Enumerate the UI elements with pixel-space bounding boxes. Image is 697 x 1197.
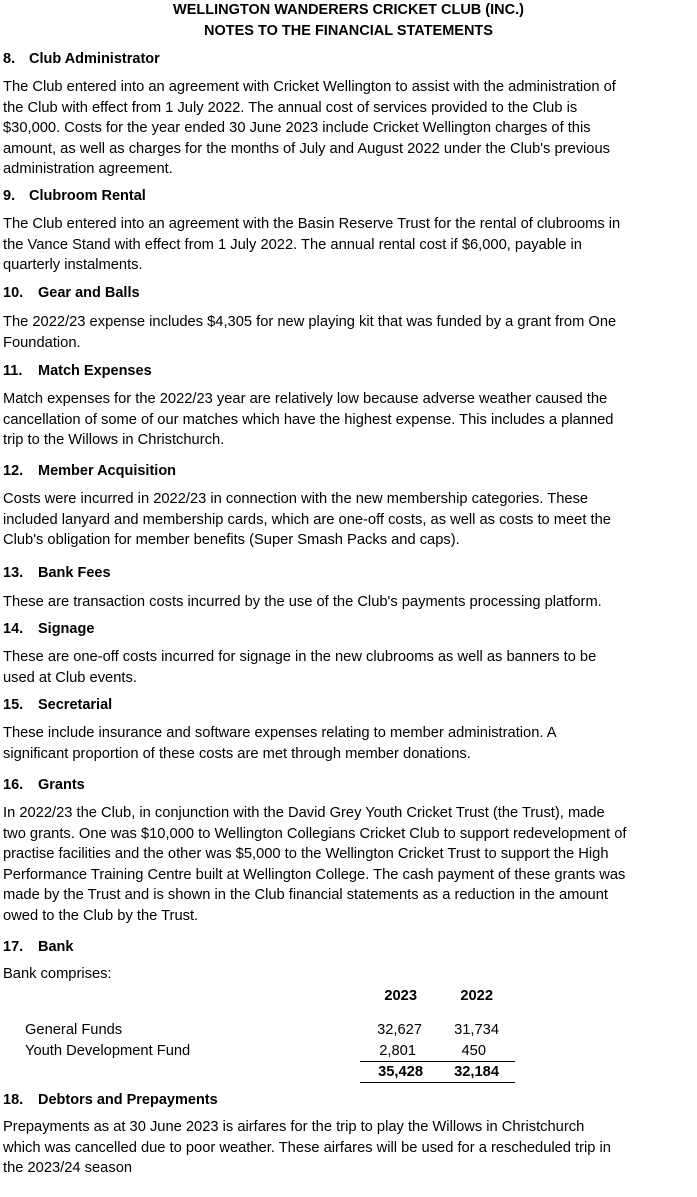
bank-row-value-2023: 32,627 — [377, 1022, 422, 1038]
note-10-heading: 10. Gear and Balls — [3, 285, 140, 301]
total-rule — [360, 1082, 515, 1083]
note-15-body: These include insurance and software expenses relating to member administration. A significant proportion of these costs are met through member donations. — [3, 725, 557, 762]
note-11-body: Match expenses for the 2022/23 year are relatively low because adverse weather caused the cancellation of some of our matches which have the highest expense. This includes a planned trip to the Willows in Christchurch. — [3, 391, 614, 448]
bank-col-2022: 2022 — [460, 988, 493, 1004]
bank-col-2023: 2023 — [384, 988, 417, 1004]
note-9-heading: 9. Clubroom Rental — [3, 188, 146, 204]
note-16-body: In 2022/23 the Club, in conjunction with the David Grey Youth Cricket Trust (the Trust), made two grants. One was $10,000 to Wellington Collegians Cricket Club to support redevelopment of practise facilities and the other was $5,000 to the Wellington Cricket Trust to support the High Performance Training Centre built at Wellington College. The cash payment of these grants was made by the Trust and is shown in the Club financial statements as a reduction in the amount owed to the Club by the Trust. — [3, 805, 627, 924]
bank-row-value-2022: 31,734 — [454, 1022, 499, 1038]
note-8-body: The Club entered into an agreement with Cricket Wellington to assist with the administration of the Club with effect from 1 July 2022. The annual cost of services provided to the Club is $30,000. Costs for the year ended 30 June 2023 include Cricket Wellington charges of this amount, as well as charges for the months of July and August 2022 under the Club's previous administration agreement. — [3, 79, 616, 177]
bank-row-value-2023: 2,801 — [379, 1043, 416, 1059]
note-10-body: The 2022/23 expense includes $4,305 for new playing kit that was funded by a grant from One Foundation. — [3, 314, 617, 351]
bank-row-value-2022: 450 — [461, 1043, 486, 1059]
bank-row-label: General Funds — [25, 1022, 123, 1038]
note-17-body: Bank comprises: — [3, 966, 112, 982]
note-17-heading: 17. Bank — [3, 939, 74, 955]
bank-row-label: Youth Development Fund — [25, 1043, 191, 1059]
bank-total-2023: 35,428 — [378, 1064, 423, 1080]
note-12-heading: 12. Member Acquisition — [3, 463, 177, 479]
note-12-body: Costs were incurred in 2022/23 in connection with the new membership categories. These included lanyard and membership cards, which are one-off costs, as well as costs to meet the Club's obligation for member benefits (Super Smash Packs and caps). — [3, 491, 611, 548]
note-14-heading: 14. Signage — [3, 621, 95, 637]
note-11-heading: 11. Match Expenses — [3, 363, 152, 379]
note-16-heading: 16. Grants — [3, 777, 85, 793]
note-14-body: These are one-off costs incurred for signage in the new clubrooms as well as banners to be used at Club events. — [3, 649, 597, 686]
note-18-heading: 18. Debtors and Prepayments — [3, 1092, 218, 1108]
note-15-heading: 15. Secretarial — [3, 697, 113, 713]
note-13-heading: 13. Bank Fees — [3, 565, 111, 581]
report-title: WELLINGTON WANDERERS CRICKET CLUB (INC.) — [173, 2, 524, 18]
bank-total-2022: 32,184 — [454, 1064, 499, 1080]
note-13-body: These are transaction costs incurred by the use of the Club's payments processing platform. — [3, 594, 602, 610]
note-9-body: The Club entered into an agreement with the Basin Reserve Trust for the rental of clubrooms in the Vance Stand with effect from 1 July 2022. The annual rental cost if $6,000, payable in quarterly instalments. — [3, 216, 621, 273]
note-8-heading: 8. Club Administrator — [3, 51, 160, 67]
report-subtitle: NOTES TO THE FINANCIAL STATEMENTS — [204, 23, 493, 39]
note-18-body: Prepayments as at 30 June 2023 is airfares for the trip to play the Willows in Christchurch which was cancelled due to poor weather. These airfares will be used for a rescheduled trip in the 2023/24 season — [3, 1119, 611, 1176]
